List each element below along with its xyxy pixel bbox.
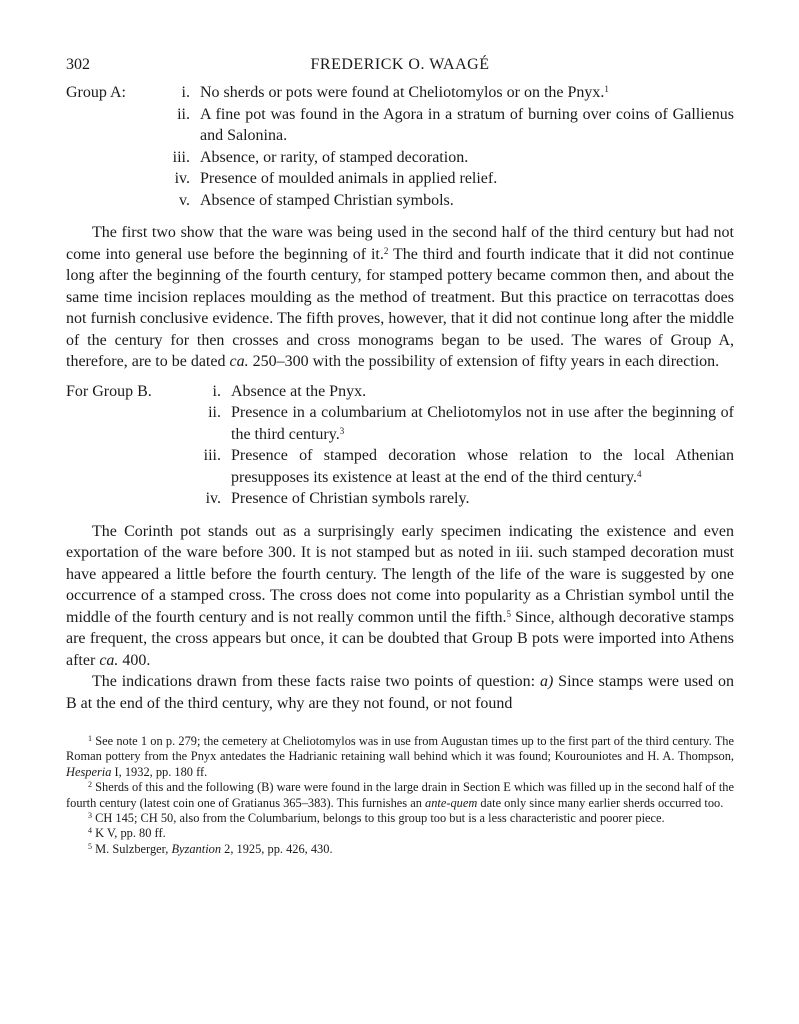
group-a-label: Group A: bbox=[66, 84, 126, 101]
list-item bbox=[66, 168, 734, 190]
footnote-ref[interactable]: 2 bbox=[383, 245, 389, 256]
group-a-list bbox=[66, 82, 734, 211]
page-header bbox=[66, 56, 734, 82]
footnote-3: $^3$ CH 145; CH 50, also from the Columbarium, belongs to this group too but is a less characteristic and poorer piece. bbox=[88, 811, 665, 826]
item-text: Presence in a columbarium at Cheliotomylos not in use after the beginning of the third century. bbox=[231, 404, 734, 443]
footnote-5: $^5$ M. Sulzberger, Byzantion 2, 1925, pp. 426, 430. bbox=[88, 841, 333, 856]
footnote-1: $^1$ See note 1 on p. 279; the cemetery at Cheliotomylos was in use from Augustan times up to the first part of the third century. The Roman pottery from the Pnyx antedates the Hadrianic retaining wall behind which it was found; Kourouniotes and H. A. Thompson, Hesperia I, 1932, pp. 180 ff. bbox=[66, 734, 734, 779]
footnote-ref[interactable]: 1 bbox=[604, 84, 609, 94]
item-number: iv. bbox=[174, 170, 190, 187]
item-number: i. bbox=[181, 84, 190, 101]
item-number: iii. bbox=[203, 447, 221, 464]
item-number: i. bbox=[212, 382, 221, 400]
paragraph-corinth-pot: The Corinth pot stands out as a surprisingly early specimen indicating the existence and even exportation of the ware before 300. It is not stamped but as noted in iii. such stamped decoration must have appeared a little before the fourth century. The length of the life of the ware is suggested by one occurrence of a stamped cross. The cross does not come into popularity as a Christian symbol until the middle of the fourth century and is not really common until the fifth.$^5$ Since, although decorative stamps are frequent, the cross appears but once, it can be doubted that Group B pots were imported into Athens after ca. 400. bbox=[66, 522, 734, 669]
list-item bbox=[66, 82, 734, 104]
footnotes bbox=[66, 734, 734, 857]
item-text: Absence, or rarity, of stamped decoration. bbox=[200, 148, 469, 166]
footnote-ref[interactable]: 3 bbox=[339, 425, 345, 436]
list-item bbox=[66, 445, 734, 488]
item-number: v. bbox=[179, 191, 190, 209]
running-title: FREDERICK O. WAAGÉ bbox=[310, 56, 490, 73]
footnote-4: $^4$ K V, pp. 80 ff. bbox=[88, 826, 166, 841]
item-number: ii. bbox=[208, 404, 221, 421]
footnote-ref[interactable]: 5 bbox=[506, 608, 512, 619]
page bbox=[66, 56, 734, 857]
group-b-label: For Group B. bbox=[66, 382, 152, 400]
item-text: A fine pot was found in the Agora in a stratum of burning over coins of Gallienus and Salonina. bbox=[200, 105, 734, 144]
footnote-2: $^2$ Sherds of this and the following (B) ware were found in the large drain in Section E which was filled up in the second half of the fourth century (latest coin one of Gratianus 365–383). This furnishes an ante-quem date only since many earlier sherds occurred too. bbox=[66, 780, 734, 810]
item-number: iv. bbox=[205, 490, 221, 507]
list-item bbox=[66, 104, 734, 147]
item-text: Presence of Christian symbols rarely. bbox=[231, 490, 470, 507]
list-item bbox=[66, 147, 734, 169]
paragraph-questions: The indications drawn from these facts raise two points of question: a) Since stamps were used on B at the end of the third century, why are they not found, or not found bbox=[66, 673, 735, 712]
item-text: Presence of stamped decoration whose relation to the local Athenian presupposes its existence at least at the end of the third century. bbox=[231, 447, 734, 486]
item-number: ii. bbox=[177, 105, 190, 123]
list-item bbox=[66, 402, 734, 445]
list-item bbox=[66, 190, 734, 212]
group-b-list bbox=[66, 381, 734, 510]
item-text: Absence at the Pnyx. bbox=[231, 382, 367, 400]
footnote-ref[interactable]: 4 bbox=[636, 468, 642, 479]
page-number: 302 bbox=[66, 56, 90, 73]
list-item bbox=[66, 488, 734, 510]
item-text: Absence of stamped Christian symbols. bbox=[200, 191, 454, 209]
item-number: iii. bbox=[172, 148, 190, 166]
list-item bbox=[66, 381, 734, 403]
item-text: Presence of moulded animals in applied relief. bbox=[200, 170, 498, 187]
paragraph-dating-group-a: The first two show that the ware was being used in the second half of the third century but had not come into general use before the beginning of it.$^2$ The third and fourth indicate that it did not continue long after the beginning of the fourth century, for stamped pottery became common then, and about the same time incision replaces moulding as the method of treatment. But this practice on terracottas does not furnish conclusive evidence. The fifth proves, however, that it did not continue long after the middle of the century for then crosses and cross monograms began to be used. The wares of Group A, therefore, are to be dated ca. 250–300 with the possibility of extension of fifty years in each direction. bbox=[66, 224, 735, 370]
item-text: No sherds or pots were found at Cheliotomylos or on the Pnyx. bbox=[200, 84, 605, 101]
